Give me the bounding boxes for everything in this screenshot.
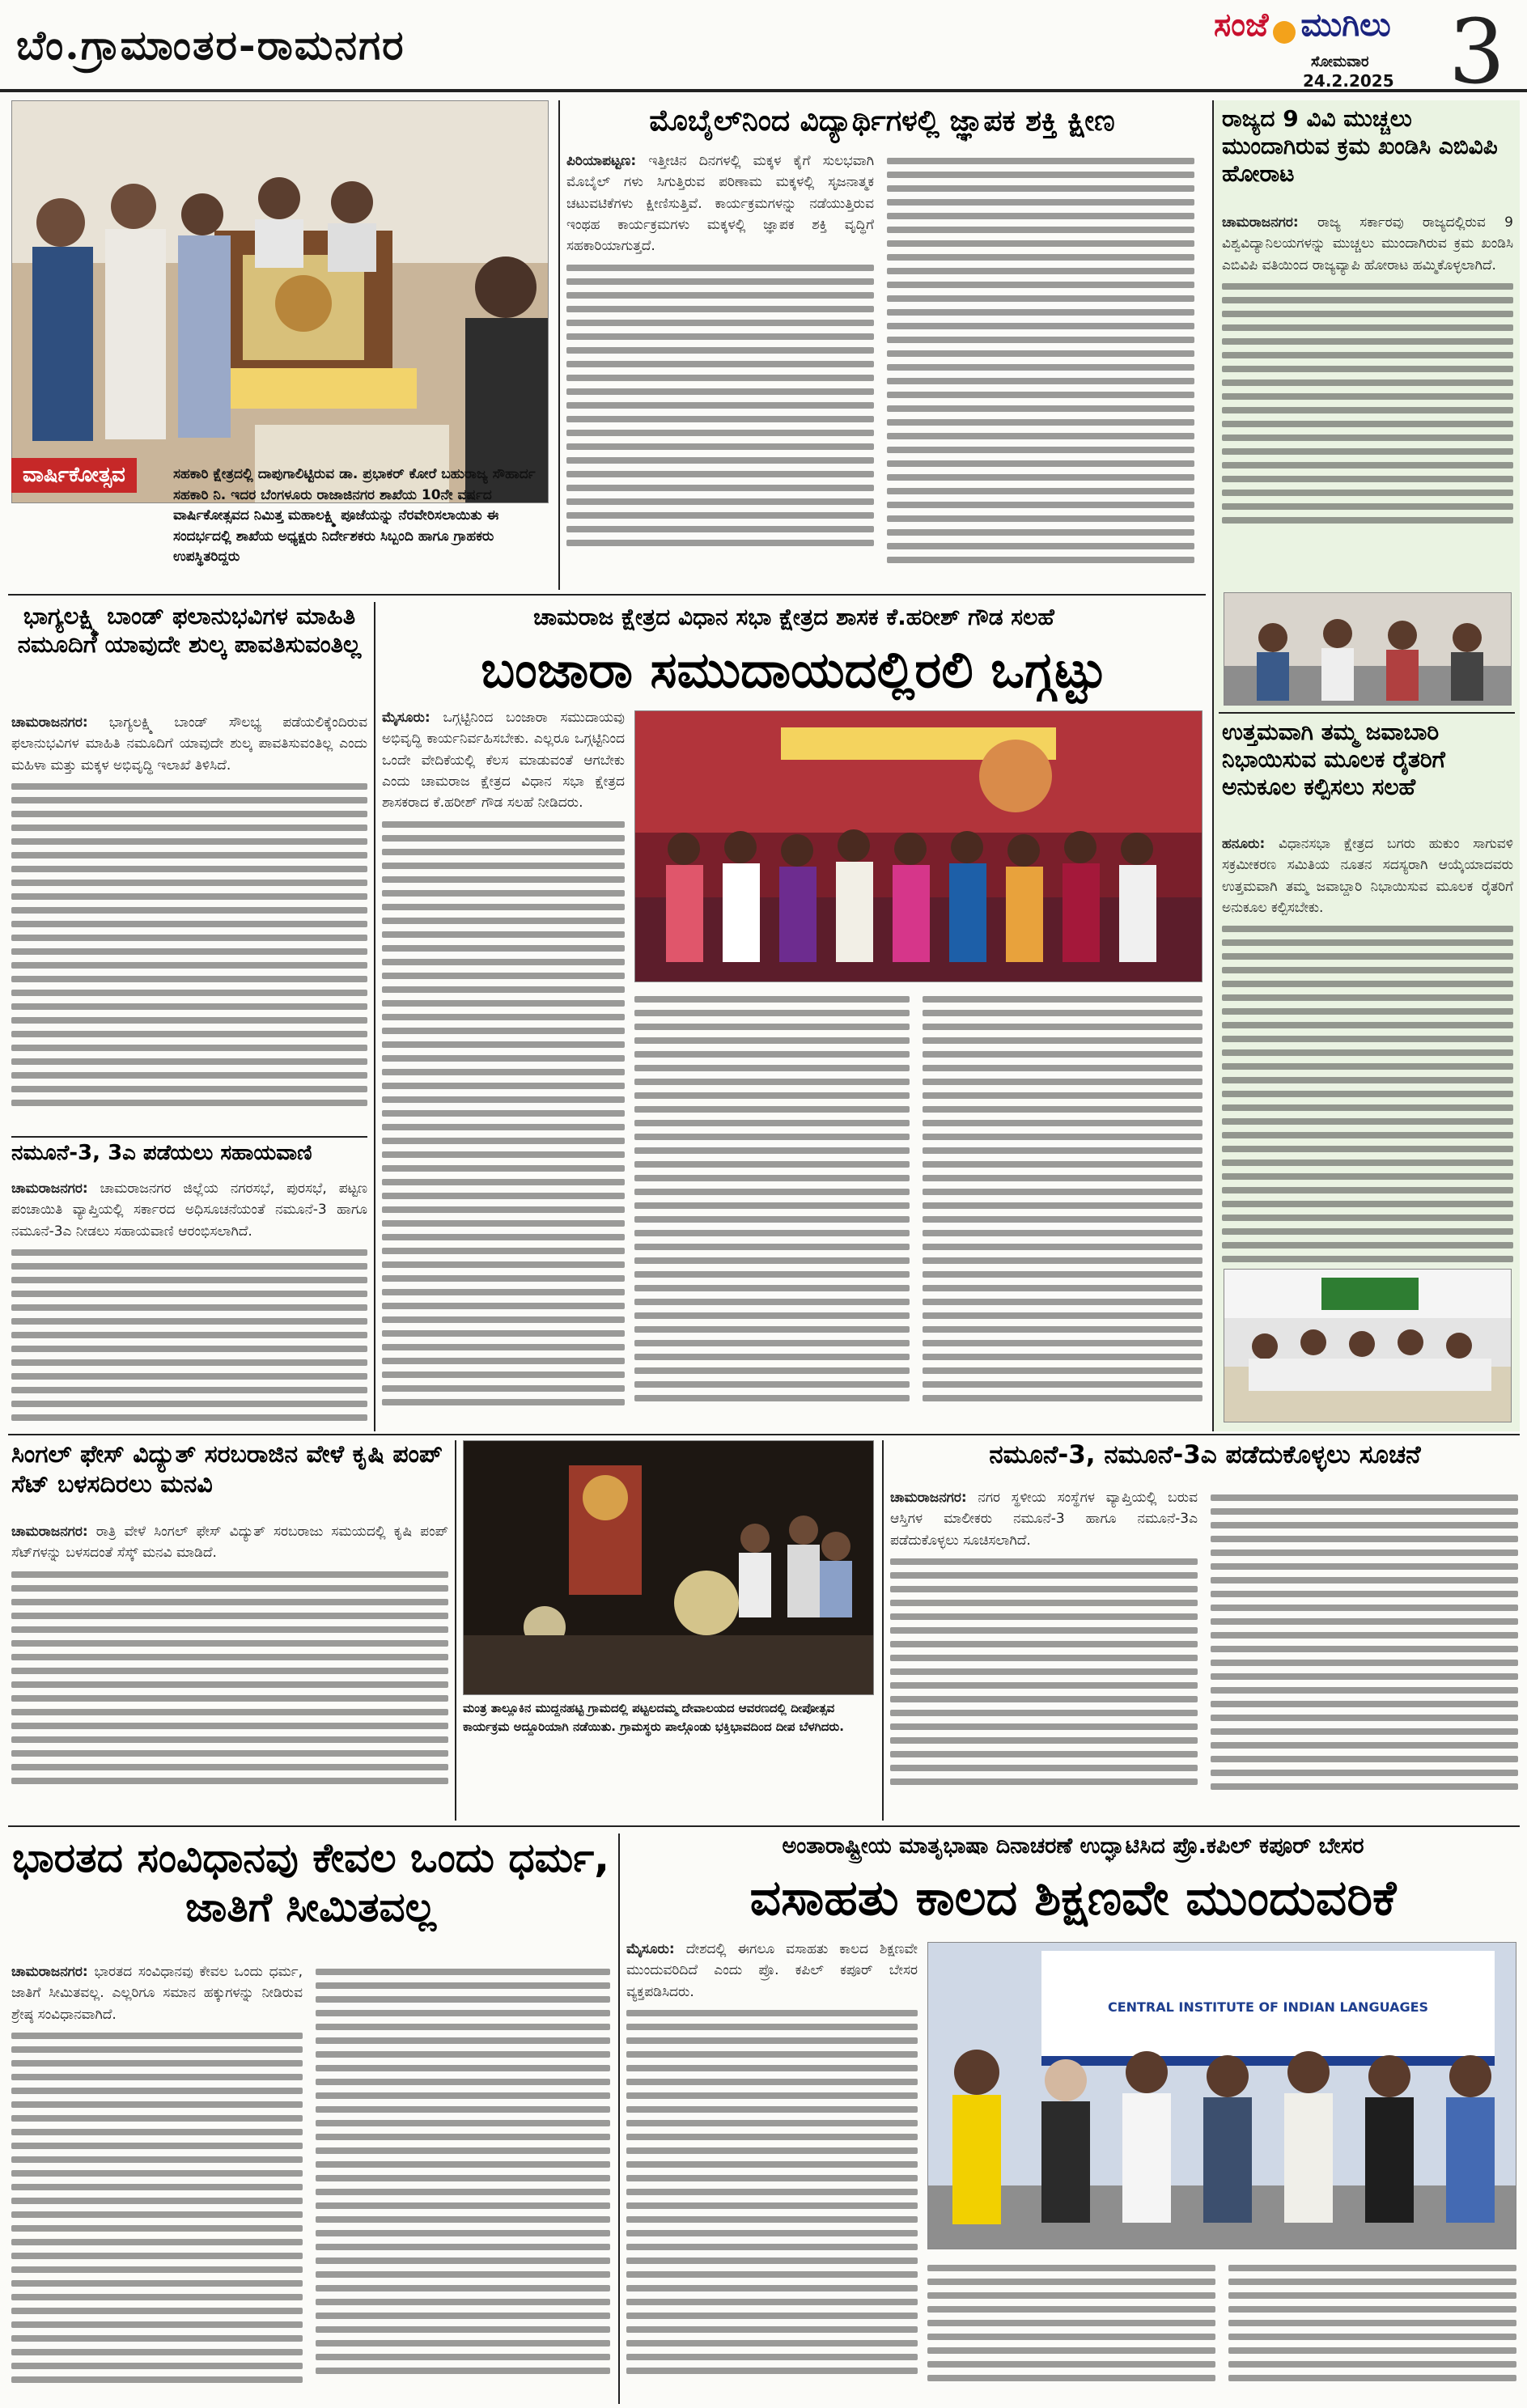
education-dateline: ಮೈಸೂರು: (626, 1941, 675, 1957)
vertical-rule-bottom1 (455, 1440, 456, 1821)
rule-row3 (8, 1825, 1520, 1827)
mobile-body-filler (566, 265, 874, 546)
singlephase-headline: ಸಿಂಗಲ್ ಫೇಸ್ ವಿದ್ಯುತ್ ಸರಬರಾಜಿನ ವೇಳೆ ಕೃಷಿ ಪಂಪ್ ಸೆಟ್ ಬಳಸದಿರಲು ಮನವಿ (11, 1440, 443, 1499)
education-headline: ವಸಾಹತು ಕಾಲದ ಶಿಕ್ಷಣವೇ ಮುಂದುವರಿಕೆ (749, 1870, 1397, 1927)
brand-logo (1214, 6, 1424, 55)
page-number: 3 (1449, 0, 1505, 89)
banjara-photo (634, 710, 1203, 982)
banjara-body-filler (382, 821, 625, 1405)
abvp-headline: ರಾಜ್ಯದ 9 ವಿವಿ ಮುಚ್ಚಲು ಮುಂದಾಗಿರುವ ಕ್ರಮ ಖಂಡಿಸಿ ಎಬಿವಿಪಿ ಹೋರಾಟ (1222, 105, 1498, 188)
helpline-headline: ನಮೂನೆ-3, 3ಎ ಪಡೆಯಲು ಸಹಾಯವಾಣಿ (11, 1141, 312, 1165)
bhagyalakshmi-body-filler (11, 783, 367, 1106)
issue-weekday: ಸೋಮವಾರ (1311, 53, 1369, 70)
issue-date: 24.2.2025 (1303, 71, 1394, 89)
farmers-body-text: ವಿಧಾನಸಭಾ ಕ್ಷೇತ್ರದ ಬಗರು ಹುಕುಂ ಸಾಗುವಳಿ ಸಕ್ರಮೀಕರಣ ಸಮಿತಿಯ ನೂತನ ಸದಸ್ಯರಾಗಿ ಆಯ್ಕೆಯಾದವರು ಉತ್ತಮವಾಗಿ ತಮ್ಮ ಜವಾಬ್ದಾರಿ ನಿಭಾಯಿಸುವ ಮೂಲಕ ರೈತರಿಗೆ ಅನುಕೂಲ ಕಲ್ಪಿಸಬೇಕು. (1222, 836, 1513, 917)
farmers-body-filler (1222, 926, 1513, 1262)
vertical-rule-bottom2 (882, 1440, 884, 1821)
namune-body-col2 (1211, 1487, 1518, 1819)
abvp-body-filler (1222, 283, 1513, 524)
brand-part1: ಸಂಜೆ (1214, 6, 1269, 44)
banjara-body-col3 (923, 989, 1203, 1430)
abvp-dateline: ಚಾಮರಾಜನಗರ: (1222, 214, 1299, 231)
singlephase-body (11, 1521, 448, 1821)
mobile-dateline: ಪಿರಿಯಾಪಟ್ಟಣ: (566, 153, 637, 169)
banjara-body (382, 707, 625, 1431)
vertical-rule-mid (374, 602, 375, 1431)
constitution-headline: ಭಾರತದ ಸಂವಿಧಾನವು ಕೇವಲ ಒಂದು ಧರ್ಮ, ಜಾತಿಗೆ ಸೀಮಿತವಲ್ಲ (11, 1834, 610, 1931)
anniversary-photo (11, 100, 549, 503)
namune-body-text: ನಗರ ಸ್ಥಳೀಯ ಸಂಸ್ಥೆಗಳ ವ್ಯಾಪ್ತಿಯಲ್ಲಿ ಬರುವ ಆಸ್ತಿಗಳ ಮಾಲೀಕರು ನಮೂನೆ-3 ಹಾಗೂ ನಮೂನೆ-3ಎ ಪಡೆದುಕೊಳ್ಳಲು ಸೂಚಿಸಲಾಗಿದೆ. (890, 1490, 1198, 1549)
banjara-body-text: ಒಗ್ಗಟ್ಟಿನಿಂದ ಬಂಜಾರಾ ಸಮುದಾಯವು ಅಭಿವೃದ್ಧಿ ಕಾರ್ಯನಿರ್ವಹಿಸಬೇಕು. ಎಲ್ಲರೂ ಒಗ್ಗಟ್ಟಿನಿಂದ ಒಂದೇ ವೇದಿಕೆಯಲ್ಲಿ ಕೆಲಸ ಮಾಡುವಂತೆ ಆಗಬೇಕು ಎಂದು ಚಾಮರಾಜ ಕ್ಷೇತ್ರದ ವಿಧಾನ ಸಭಾ ಕ್ಷೇತ್ರದ ಶಾಸಕರಾದ ಕೆ.ಹರೀಶ್ ಗೌಡ ಸಲಹೆ ನೀಡಿದರು. (382, 710, 625, 812)
festival-photo-image (464, 1441, 874, 1695)
mobile-body (566, 150, 874, 587)
masthead-rule (0, 89, 1527, 92)
education-kicker: ಅಂತಾರಾಷ್ಟ್ರೀಯ ಮಾತೃಭಾಷಾ ದಿನಾಚರಣೆ ಉದ್ಘಾಟಿಸಿದ ಪ್ರೊ.ಕಪಿಲ್ ಕಪೂರ್ ಬೇಸರ (782, 1834, 1364, 1859)
bhagyalakshmi-dateline: ಚಾಮರಾಜನಗರ: (11, 714, 88, 731)
constitution-dateline: ಚಾಮರಾಜನಗರ: (11, 1964, 88, 1980)
sun-icon (1273, 21, 1296, 44)
singlephase-body-filler (11, 1571, 448, 1784)
mobile-body-col2 (887, 150, 1194, 587)
abvp-photo-image (1224, 593, 1512, 706)
abvp-body-text: ರಾಜ್ಯ ಸರ್ಕಾರವು ರಾಜ್ಯದಲ್ಲಿರುವ 9 ವಿಶ್ವವಿದ್ಯಾನಿಲಯಗಳನ್ನು ಮುಚ್ಚಲು ಮುಂದಾಗಿರುವ ಕ್ರಮ ಖಂಡಿಸಿ ಎಬಿವಿಪಿ ವತಿಯಿಂದ ರಾಜ್ಯವ್ಯಾಪಿ ಹೋರಾಟ ಹಮ್ಮಿಕೊಳ್ಳಲಾಗಿದೆ. (1222, 214, 1513, 273)
education-photo (927, 1942, 1516, 2249)
singlephase-dateline: ಚಾಮರಾಜನಗರ: (11, 1524, 88, 1540)
singlephase-body-text: ರಾತ್ರಿ ವೇಳೆ ಸಿಂಗಲ್ ಫೇಸ್ ವಿದ್ಯುತ್ ಸರಬರಾಜು ಸಮಯದಲ್ಲಿ ಕೃಷಿ ಪಂಪ್ ಸೆಟ್‌ಗಳನ್ನು ಬಳಸದಂತೆ ಸೆಸ್ಕ್ ಮನವಿ ಮಾಡಿದೆ. (11, 1524, 448, 1562)
anniversary-tag (11, 458, 165, 498)
education-photo-banner-text: CENTRAL INSTITUTE OF INDIAN LANGUAGES (1107, 1999, 1429, 2015)
namune-body-filler (890, 1558, 1198, 1785)
education-body-filler (626, 2010, 918, 2374)
farmers-photo-image (1224, 1270, 1512, 1422)
education-body (626, 1939, 918, 2404)
mobile-headline: ಮೊಬೈಲ್‌ನಿಂದ ವಿದ್ಯಾರ್ಥಿಗಳಲ್ಲಿ ಜ್ಞಾಪಕ ಶಕ್ತಿ ಕ್ಷೀಣ (649, 104, 1115, 138)
helpline-dateline: ಚಾಮರಾಜನಗರ: (11, 1181, 88, 1197)
vertical-rule-left-top (558, 100, 560, 590)
section-title: ಬೆಂ.ಗ್ರಾಮಾಂತರ-ರಾಮನಗರ (16, 21, 405, 69)
helpline-body-filler (11, 1249, 367, 1421)
namune-body (890, 1487, 1198, 1819)
bhagyalakshmi-body (11, 712, 367, 1133)
helpline-body (11, 1178, 367, 1429)
bhagyalakshmi-body-text: ಭಾಗ್ಯಲಕ್ಷ್ಮಿ ಬಾಂಡ್ ಸೌಲಭ್ಯ ಪಡೆಯಲಿಕ್ಕೆಂದಿರುವ ಫಲಾನುಭವಿಗಳ ಮಾಹಿತಿ ನಮೂದಿಗೆ ಯಾವುದೇ ಶುಲ್ಕ ಪಾವತಿಸುವಂತಿಲ್ಲ ಎಂದು ಮಹಿಳಾ ಮತ್ತು ಮಕ್ಕಳ ಅಭಿವೃದ್ಧಿ ಇಲಾಖೆ ತಿಳಿಸಿದೆ. (11, 714, 367, 774)
constitution-body-filler (11, 2033, 303, 2383)
farmers-body (1222, 833, 1513, 1262)
abvp-rule (1219, 712, 1515, 714)
banjara-headline: ಬಂಜಾರಾ ಸಮುದಾಯದಲ್ಲಿರಲಿ ಒಗ್ಗಟ್ಟು (481, 640, 1107, 699)
constitution-body-col2 (316, 1961, 610, 2402)
abvp-photo (1224, 592, 1512, 706)
banjara-kicker: ಚಾಮರಾಜ ಕ್ಷೇತ್ರದ ವಿಧಾನ ಸಭಾ ಕ್ಷೇತ್ರದ ಶಾಸಕ ಕೆ.ಹರೀಶ್ ಗೌಡ ಸಲಹೆ (533, 604, 1054, 630)
vertical-rule-bottom3 (618, 1834, 620, 2404)
namune-dateline: ಚಾಮರಾಜನಗರ: (890, 1490, 967, 1506)
banjara-dateline: ಮೈಸೂರು: (382, 710, 431, 726)
education-body-text: ದೇಶದಲ್ಲಿ ಈಗಲೂ ವಸಾಹತು ಕಾಲದ ಶಿಕ್ಷಣವೇ ಮುಂದುವರಿದಿದೆ ಎಂದು ಪ್ರೊ. ಕಪಿಲ್ ಕಪೂರ್ ಬೇಸರ ವ್ಯಕ್ತಪಡಿಸಿದರು. (626, 1941, 918, 2000)
rule-row1 (8, 594, 1206, 596)
rule-row2 (8, 1434, 1520, 1435)
farmers-headline: ಉತ್ತಮವಾಗಿ ತಮ್ಮ ಜವಾಬಾರಿ ನಿಭಾಯಿಸುವ ಮೂಲಕ ರೈತರಿಗೆ ಅನುಕೂಲ ಕಲ್ಪಿಸಲು ಸಲಹೆ (1222, 719, 1445, 801)
farmers-dateline: ಹನೂರು: (1222, 836, 1266, 852)
constitution-body-text: ಭಾರತದ ಸಂವಿಧಾನವು ಕೇವಲ ಒಂದು ಧರ್ಮ, ಜಾತಿಗೆ ಸೀಮಿತವಲ್ಲ. ಎಲ್ಲರಿಗೂ ಸಮಾನ ಹಕ್ಕುಗಳನ್ನು ನೀಡಿರುವ ಶ್ರೇಷ್ಠ ಸಂವಿಧಾನವಾಗಿದೆ. (11, 1964, 303, 2023)
helpline-body-text: ಚಾಮರಾಜನಗರ ಜಿಲ್ಲೆಯ ನಗರಸಭೆ, ಪುರಸಭೆ, ಪಟ್ಟಣ ಪಂಚಾಯಿತಿ ವ್ಯಾಪ್ತಿಯಲ್ಲಿ ಸರ್ಕಾರದ ಅಧಿಸೂಚನೆಯಂತೆ ನಮೂನೆ-3 ಹಾಗೂ ನಮೂನೆ-3ಎ ನೀಡಲು ಸಹಾಯವಾಣಿ ಆರಂಭಿಸಲಾಗಿದೆ. (11, 1181, 367, 1240)
farmers-photo (1224, 1269, 1512, 1422)
masthead (0, 0, 1527, 89)
brand-part2: ಮುಗಿಲು (1300, 6, 1391, 44)
banjara-photo-image (635, 711, 1203, 982)
education-body-col2 (927, 2258, 1215, 2403)
festival-caption: ಮಂತ್ರ ತಾಲ್ಲೂಕಿನ ಮುದ್ದನಹಟ್ಟಿ ಗ್ರಾಮದಲ್ಲಿ ಪಟ್ಟಲದಮ್ಮ ದೇವಾಲಯದ ಆವರಣದಲ್ಲಿ ದೀಪೋತ್ಸವ ಕಾರ್ಯಕ್ರಮ ಅದ್ದೂರಿಯಾಗಿ ನಡೆಯಿತು. ಗ್ರಾಮಸ್ಥರು ಪಾಲ್ಗೊಂಡು ಭಕ್ತಿಭಾವದಿಂದ ದೀಪ ಬೆಳಗಿದರು. (463, 1701, 844, 1734)
banjara-body-col2 (634, 989, 910, 1430)
constitution-body (11, 1961, 303, 2402)
namune-headline: ನಮೂನೆ-3, ನಮೂನೆ-3ಎ ಪಡೆದುಕೊಳ್ಳಲು ಸೂಚನೆ (989, 1440, 1421, 1469)
anniversary-tag-label: ವಾರ್ಷಿಕೋತ್ಸವ (11, 458, 137, 493)
festival-photo (463, 1440, 874, 1695)
bhagyalakshmi-headline: ಭಾಗ್ಯಲಕ್ಷ್ಮಿ ಬಾಂಡ್ ಫಲಾನುಭವಿಗಳ ಮಾಹಿತಿ ನಮೂದಿಗೆ ಯಾವುದೇ ಶುಲ್ಕ ಪಾವತಿಸುವಂತಿಲ್ಲ (17, 602, 362, 659)
anniversary-photo-image (12, 101, 549, 503)
rule-bhagya (11, 1136, 367, 1138)
abvp-body (1222, 212, 1513, 584)
mobile-body-text: ಇತ್ತೀಚಿನ ದಿನಗಳಲ್ಲಿ ಮಕ್ಕಳ ಕೈಗೆ ಸುಲಭವಾಗಿ ಮೊಬೈಲ್ ಗಳು ಸಿಗುತ್ತಿರುವ ಪರಿಣಾಮ ಮಕ್ಕಳಲ್ಲಿ ಸೃಜನಾತ್ಮಕ ಚಟುವಟಿಕೆಗಳು ಕ್ಷೀಣಿಸುತ್ತಿವೆ. ಕಾರ್ಯಕ್ರಮಗಳನ್ನು ನಡೆಯುತ್ತಿರುವ ಇಂಥಹ ಕಾರ್ಯಕ್ರಮಗಳು ಮಕ್ಕಳಲ್ಲಿ ಜ್ಞಾಪಕ ಶಕ್ತಿ ವೃದ್ಧಿಗೆ ಸಹಕಾರಿಯಾಗುತ್ತದೆ. (566, 153, 874, 255)
education-body-col3 (1228, 2258, 1516, 2403)
anniversary-caption: ಸಹಕಾರಿ ಕ್ಷೇತ್ರದಲ್ಲಿ ದಾಪುಗಾಲಿಟ್ಟಿರುವ ಡಾ. ಪ್ರಭಾಕರ್ ಕೋರೆ ಬಹುರಾಜ್ಯ ಸೌಹಾರ್ದ ಸಹಕಾರಿ ನಿ. ಇದರ ಬೆಂಗಳೂರು ರಾಜಾಜಿನಗರ ಶಾಖೆಯ 10ನೇ ವರ್ಷದ ವಾರ್ಷಿಕೋತ್ಸವದ ನಿಮಿತ್ತ ಮಹಾಲಕ್ಷ್ಮಿ ಪೂಜೆಯನ್ನು ನೆರವೇರಿಸಲಾಯಿತು ಈ ಸಂದರ್ಭದಲ್ಲಿ ಶಾಖೆಯ ಅಧ್ಯಕ್ಷರು ನಿರ್ದೇಶಕರು ಸಿಬ್ಬಂದಿ ಹಾಗೂ ಗ್ರಾಹಕರು ಉಪಸ್ಥಿತರಿದ್ದರು (173, 466, 536, 565)
education-photo-image (928, 1943, 1516, 2249)
